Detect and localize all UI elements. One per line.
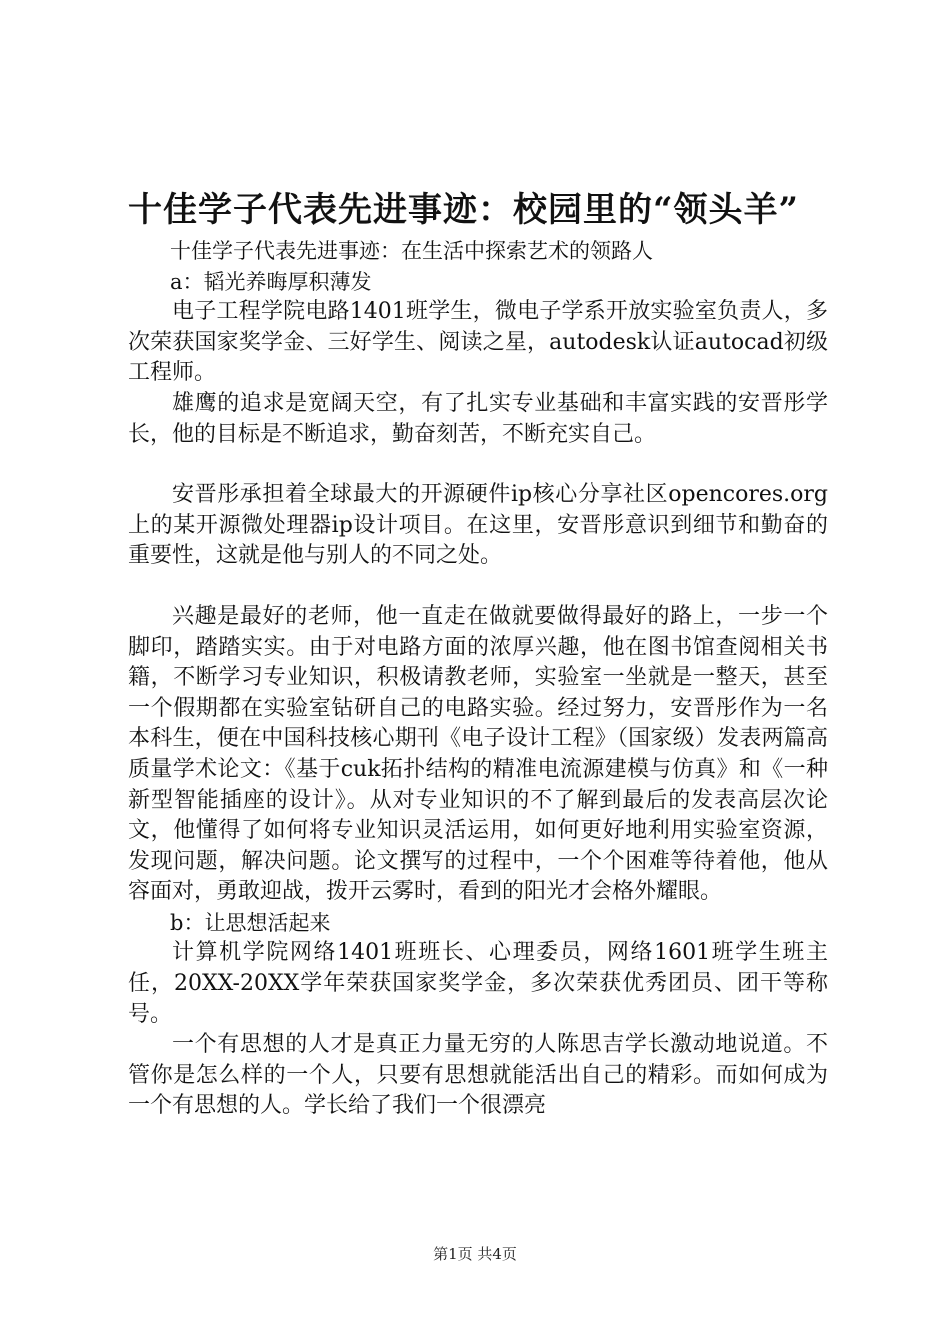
body-paragraph: 计算机学院网络1401班班长、心理委员，网络1601班学生班主任，20XX-20XX学年荣获国家奖学金，多次荣获优秀团员、团干等称号。 — [128, 940, 828, 1027]
section-heading-b: b：让思想活起来 — [170, 910, 331, 935]
document-body — [128, 236, 828, 1122]
body-paragraph: 兴趣是最好的老师，他一直走在做就要做得最好的路上，一步一个脚印，踏踏实实。由于对电路方面的浓厚兴趣，他在图书馆查阅相关书籍，不断学习专业知识，积极请教老师，实验室一坐就是一整天，甚至一个假期都在实验室钻研自己的电路实验。经过努力，安晋彤作为一名本科生，便在中国科技核心期刊《电子设计工程》（国家级）发表两篇高质量学术论文：《基于cuk拓扑结构的精准电流源建模与仿真》和《一种新型智能插座的设计》。从对专业知识的不了解到最后的发表高层次论文，他懂得了如何将专业知识灵活运用，如何更好地利用实验室资源，发现问题，解决问题。论文撰写的过程中，一个个困难等待着他，他从容面对，勇敢迎战，拨开云雾时，看到的阳光才会格外耀眼。 — [128, 603, 828, 905]
paragraph-gap — [128, 450, 828, 480]
subtitle-paragraph: 十佳学子代表先进事迹：在生活中探索艺术的领路人 — [170, 239, 653, 263]
body-paragraph: 雄鹰的追求是宽阔天空，有了扎实专业基础和丰富实践的安晋彤学长，他的目标是不断追求，勤奋刻苦，不断充实自己。 — [128, 390, 828, 447]
paragraph-gap — [128, 572, 828, 602]
page-footer: 第1页 共4页 — [433, 1245, 517, 1263]
body-paragraph: 一个有思想的人才是真正力量无穷的人陈思吉学长激动地说道。不管你是怎么样的一个人，只要有思想就能活出自己的精彩。而如何成为一个有思想的人。学长给了我们一个很漂亮 — [128, 1032, 828, 1119]
section-heading-a: a：韬光养晦厚积薄发 — [170, 269, 372, 294]
body-paragraph: 电子工程学院电路1401班学生，微电子学系开放实验室负责人，多次荣获国家奖学金、三好学生、阅读之星，autodesk认证autocad初级工程师。 — [128, 299, 828, 386]
body-paragraph: 安晋彤承担着全球最大的开源硬件ip核心分享社区opencores.org上的某开源微处理器ip设计项目。在这里，安晋彤意识到细节和勤奋的重要性，这就是他与别人的不同之处。 — [128, 482, 828, 569]
document-title: 十佳学子代表先进事迹：校园里的“领头羊” — [128, 190, 800, 230]
